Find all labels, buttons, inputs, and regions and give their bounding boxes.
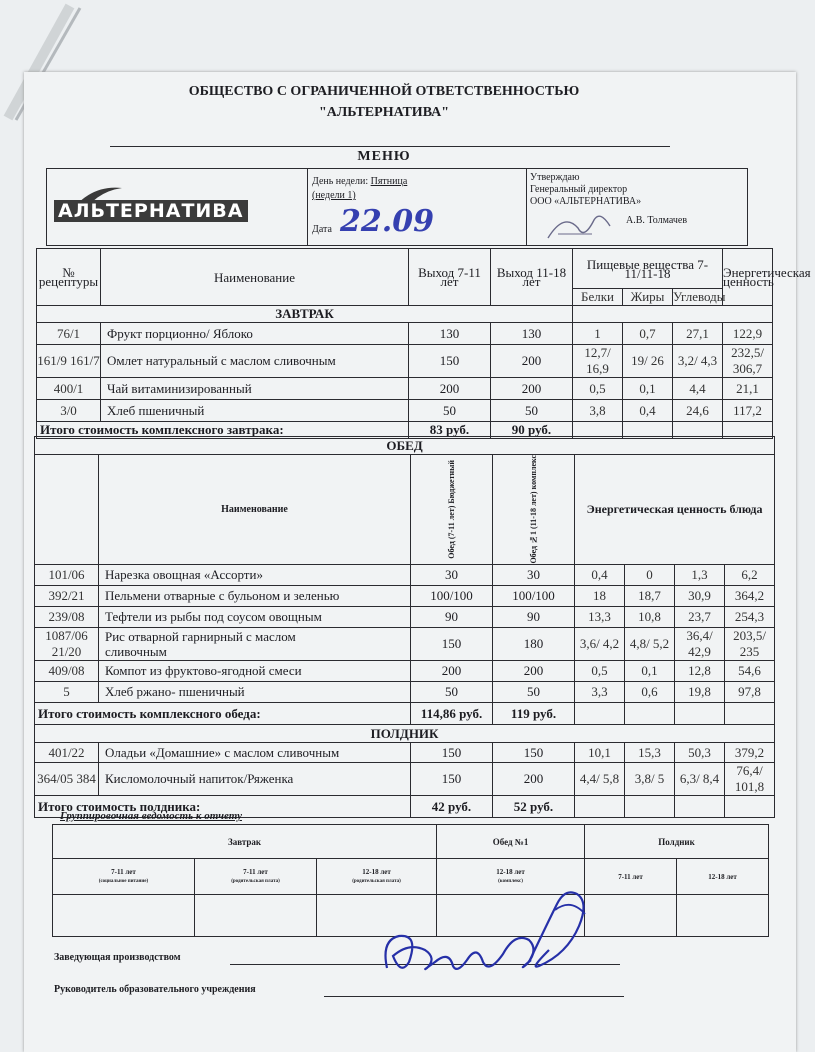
day-label: День недели:	[312, 176, 369, 187]
recipe-code: 392/21	[35, 585, 99, 606]
lunch-row	[35, 682, 775, 703]
output-b: 200	[491, 378, 573, 400]
carbs-value: 3,2/ 4,3	[673, 345, 723, 378]
energy-value: 122,9	[723, 323, 773, 345]
dish-name: Оладьи «Домашние» с маслом сливочным	[99, 743, 411, 763]
fat-value: 0,1	[623, 378, 673, 400]
energy-value: 97,8	[725, 682, 775, 703]
menu-sheet	[24, 72, 811, 1052]
lunch-price-a: 114,86 руб.	[411, 703, 493, 725]
energy-value: 364,2	[725, 585, 775, 606]
fat-value: 19/ 26	[623, 345, 673, 378]
fat-value: 0,4	[623, 400, 673, 422]
day-value: Пятница	[370, 176, 408, 187]
energy-value: 203,5/ 235	[725, 627, 775, 661]
recipe-code: 409/08	[35, 661, 99, 682]
output-b: 200	[493, 763, 575, 796]
output-a: 200	[411, 661, 493, 682]
org-line2: "АЛЬТЕРНАТИВА"	[318, 105, 450, 120]
lunch-row	[35, 627, 775, 661]
summary-title: Группировочная ведомость к отчету	[60, 810, 242, 822]
summary-c1a: 7-11 лет	[111, 867, 136, 876]
lunch-col-name: Наименование	[99, 455, 411, 565]
snack-price-b: 52 руб.	[493, 796, 575, 818]
protein-value: 4,4/ 5,8	[575, 763, 625, 796]
carbs-value: 19,8	[675, 682, 725, 703]
snack-total-label: Итого стоимость полдника:	[35, 796, 411, 818]
recipe-code: 161/9 161/7	[37, 345, 101, 378]
summary-breakfast: Завтрак	[53, 825, 437, 859]
summary-c3b: (родительская плата)	[352, 878, 401, 884]
logo-text: АЛЬТЕРНАТИВА	[54, 200, 248, 222]
head-production-label: Заведующая производством	[54, 952, 181, 963]
fat-value: 0,1	[625, 661, 675, 682]
output-a: 150	[411, 627, 493, 661]
dish-name-line2: сливочным	[105, 643, 167, 659]
output-a: 150	[409, 345, 491, 378]
energy-value: 6,2	[725, 564, 775, 585]
approval-line2: Генеральный директор	[530, 184, 628, 195]
output-a: 200	[409, 378, 491, 400]
menu-title: МЕНЮ	[357, 149, 411, 164]
dish-name: Тефтели из рыбы под соусом овощным	[99, 606, 411, 627]
breakfast-row	[37, 400, 773, 422]
carbs-value: 24,6	[673, 400, 723, 422]
output-b: 50	[493, 682, 575, 703]
carbs-value: 6,3/ 8,4	[675, 763, 725, 796]
protein-value: 3,8	[573, 400, 623, 422]
breakfast-row	[37, 345, 773, 378]
output-b: 100/100	[493, 585, 575, 606]
output-b: 50	[491, 400, 573, 422]
summary-c2b: (родительская плата)	[231, 878, 280, 884]
fat-value: 0,6	[625, 682, 675, 703]
summary-c3a: 12-18 лет	[362, 867, 391, 876]
protein-value: 3,3	[575, 682, 625, 703]
lunch-table	[34, 436, 775, 818]
fat-value: 18,7	[625, 585, 675, 606]
lunch-title: ОБЕД	[35, 437, 775, 455]
protein-value: 12,7/ 16,9	[573, 345, 623, 378]
carbs-value: 12,8	[675, 661, 725, 682]
lunch-row	[35, 585, 775, 606]
protein-value: 0,4	[575, 564, 625, 585]
fat-value: 0,7	[623, 323, 673, 345]
col-nutrients: Пищевые вещества 7-11/11-18	[573, 249, 723, 289]
col-energy: Энергетическая ценность	[723, 249, 773, 306]
fat-value: 4,8/ 5,2	[625, 627, 675, 661]
lunch-col-complex: Обед №1 (11-18 лет) комплекс	[529, 455, 538, 564]
col-name: Наименование	[101, 249, 409, 306]
energy-value: 254,3	[725, 606, 775, 627]
protein-value: 3,6/ 4,2	[575, 627, 625, 661]
lunch-price-b: 119 руб.	[493, 703, 575, 725]
recipe-code: 101/06	[35, 564, 99, 585]
protein-value: 13,3	[575, 606, 625, 627]
output-a: 50	[409, 400, 491, 422]
dish-name: Рис отварной гарнирный с маслом	[105, 628, 296, 644]
energy-value: 54,6	[725, 661, 775, 682]
breakfast-row	[37, 378, 773, 400]
summary-c5: 7-11 лет	[585, 859, 677, 895]
dish-name: Хлеб пшеничный	[101, 400, 409, 422]
org-line1: ОБЩЕСТВО С ОГРАНИЧЕННОЙ ОТВЕТСТВЕННОСТЬЮ	[188, 84, 580, 99]
date-label: Дата	[312, 224, 332, 235]
recipe-code: 76/1	[37, 323, 101, 345]
summary-c2a: 7-11 лет	[243, 867, 268, 876]
handwritten-signature	[379, 880, 599, 990]
breakfast-price-a: 83 руб.	[409, 422, 491, 439]
handwritten-date: 22.09	[340, 204, 434, 239]
summary-snack: Полдник	[585, 825, 769, 859]
snack-price-a: 42 руб.	[411, 796, 493, 818]
col-output-11-18: Выход 11-18 лет	[491, 249, 573, 306]
summary-c6: 12-18 лет	[677, 859, 769, 895]
lunch-row	[35, 661, 775, 682]
output-a: 90	[411, 606, 493, 627]
snack-title: ПОЛДНИК	[35, 725, 775, 743]
carbs-value: 23,7	[675, 606, 725, 627]
breakfast-price-b: 90 руб.	[491, 422, 573, 439]
recipe-code: 364/05 384	[35, 763, 99, 796]
summary-c4a: 12-18 лет	[496, 867, 525, 876]
output-a: 130	[409, 323, 491, 345]
carbs-value: 30,9	[675, 585, 725, 606]
output-b: 200	[493, 661, 575, 682]
output-b: 90	[493, 606, 575, 627]
dish-name: Омлет натуральный с маслом сливочным	[101, 345, 409, 378]
approval-name: А.В. Толмачев	[626, 215, 688, 226]
energy-value: 117,2	[723, 400, 773, 422]
director-signature	[544, 210, 614, 244]
output-a: 150	[411, 763, 493, 796]
fat-value: 10,8	[625, 606, 675, 627]
approval-line1: Утверждаю	[530, 172, 580, 183]
recipe-code: 3/0	[37, 400, 101, 422]
recipe-code: 239/08	[35, 606, 99, 627]
nutr-fat: Жиры	[623, 289, 673, 306]
protein-value: 0,5	[575, 661, 625, 682]
approval-line3: ООО «АЛЬТЕРНАТИВА»	[530, 196, 642, 207]
output-b: 150	[493, 743, 575, 763]
lunch-row	[35, 606, 775, 627]
dish-name: Компот из фруктово-ягодной смеси	[99, 661, 411, 682]
col-output-7-11: Выход 7-11 лет	[409, 249, 491, 306]
company-logo	[50, 182, 300, 234]
summary-c1b: (социальное питание)	[98, 878, 149, 884]
col-recipe-num: № рецептуры	[37, 249, 101, 306]
head-school-label: Руководитель образовательного учреждения	[54, 984, 256, 995]
recipe-code: 1087/06 21/20	[35, 627, 99, 661]
dish-name: Чай витаминизированный	[101, 378, 409, 400]
lunch-col-energy: Энергетическая ценность блюда	[575, 455, 775, 565]
carbs-value: 50,3	[675, 743, 725, 763]
dish-name: Фрукт порционно/ Яблоко	[101, 323, 409, 345]
energy-value: 379,2	[725, 743, 775, 763]
fat-value: 3,8/ 5	[625, 763, 675, 796]
fat-value: 15,3	[625, 743, 675, 763]
output-a: 30	[411, 564, 493, 585]
protein-value: 10,1	[575, 743, 625, 763]
breakfast-total-label: Итого стоимость комплексного завтрака:	[37, 422, 409, 439]
dish-name: Нарезка овощная «Ассорти»	[99, 564, 411, 585]
lunch-row	[35, 564, 775, 585]
breakfast-row	[37, 323, 773, 345]
snack-row	[35, 743, 775, 763]
lunch-total-label: Итого стоимость комплексного обеда:	[35, 703, 411, 725]
breakfast-table	[36, 248, 811, 439]
output-b: 130	[491, 323, 573, 345]
nutr-carbs: Углеводы	[673, 289, 726, 304]
carbs-value: 36,4/ 42,9	[675, 627, 725, 661]
output-b: 200	[491, 345, 573, 378]
carbs-value: 4,4	[673, 378, 723, 400]
week-label: (недели 1)	[312, 190, 356, 201]
lunch-col-budget: Обед (7-11 лет) Бюджетный	[447, 459, 456, 559]
output-b: 30	[493, 564, 575, 585]
output-a: 150	[411, 743, 493, 763]
snack-row	[35, 763, 775, 796]
energy-value: 21,1	[723, 378, 773, 400]
protein-value: 18	[575, 585, 625, 606]
energy-value: 76,4/ 101,8	[725, 763, 775, 796]
fat-value: 0	[625, 564, 675, 585]
dish-name: Кисломолочный напиток/Ряженка	[99, 763, 411, 796]
output-b: 180	[493, 627, 575, 661]
recipe-code: 5	[35, 682, 99, 703]
summary-lunch: Обед №1	[437, 825, 585, 859]
dish-name: Пельмени отварные с бульоном и зеленью	[99, 585, 411, 606]
recipe-code: 400/1	[37, 378, 101, 400]
head-school-line	[324, 996, 624, 997]
nutr-protein: Белки	[573, 289, 623, 306]
approval-block	[530, 172, 641, 208]
breakfast-title: ЗАВТРАК	[37, 306, 573, 323]
protein-value: 0,5	[573, 378, 623, 400]
output-a: 50	[411, 682, 493, 703]
carbs-value: 1,3	[675, 564, 725, 585]
summary-c4b: (комплекс)	[498, 878, 523, 884]
protein-value: 1	[573, 323, 623, 345]
output-a: 100/100	[411, 585, 493, 606]
dish-name: Хлеб ржано- пшеничный	[99, 682, 411, 703]
carbs-value: 27,1	[673, 323, 723, 345]
recipe-code: 401/22	[35, 743, 99, 763]
energy-value: 232,5/ 306,7	[723, 345, 773, 378]
